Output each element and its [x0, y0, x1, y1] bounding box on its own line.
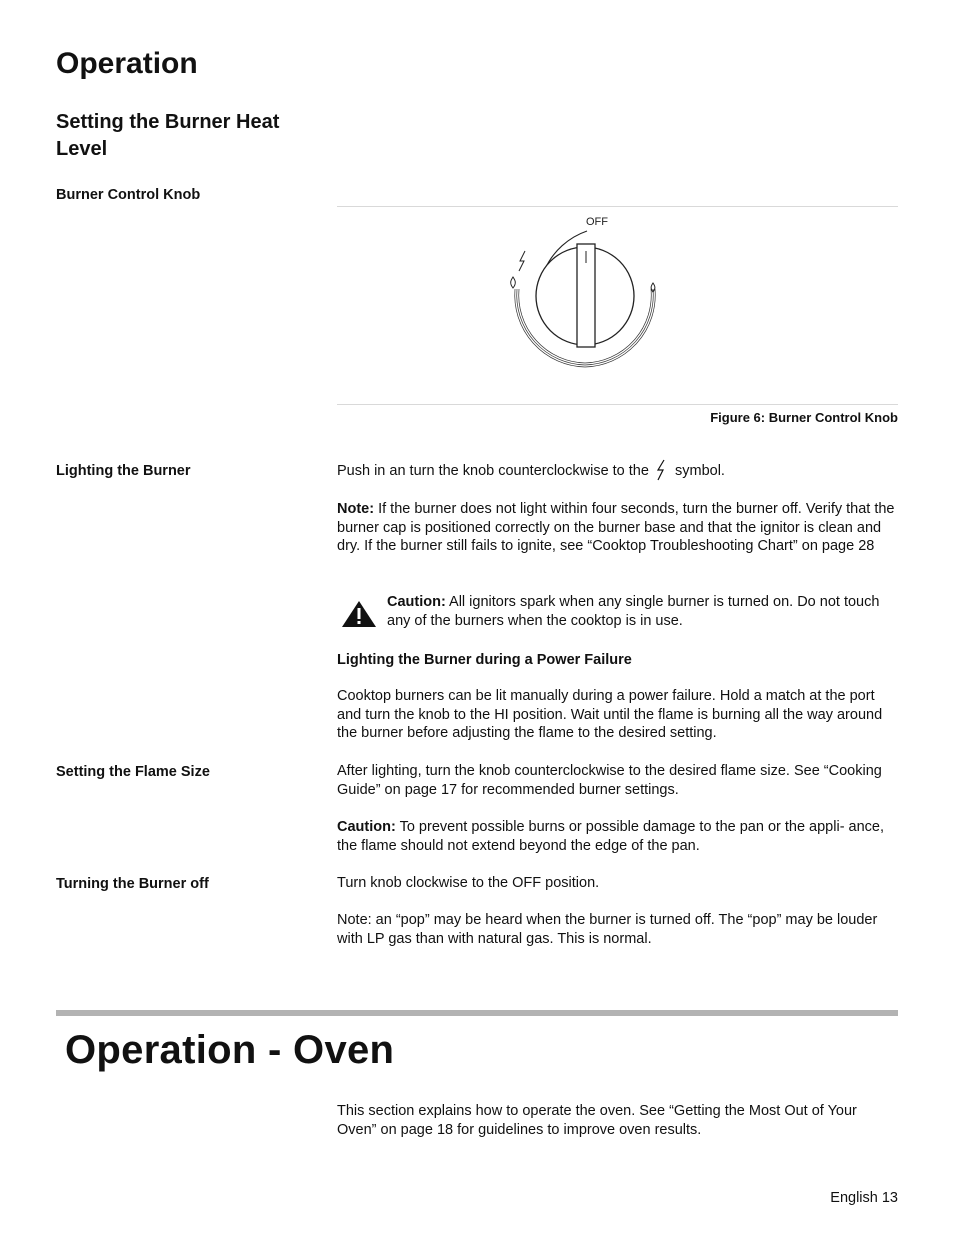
- burner-off-label: Turning the Burner off: [56, 876, 209, 892]
- burner-control-knob-label: Burner Control Knob: [56, 187, 201, 203]
- burner-off-note: Note: an “pop” may be heard when the burner is turned off. The “pop” may be louder with LP gas than with natural gas. This is normal.: [337, 912, 878, 947]
- figure-bottom-rule: [337, 404, 898, 405]
- figure-caption: Figure 6: Burner Control Knob: [710, 410, 898, 425]
- power-failure-heading: Lighting the Burner during a Power Failure: [337, 652, 632, 668]
- lightning-bolt-icon: [655, 459, 669, 481]
- lighting-text-after: symbol.: [675, 463, 725, 479]
- lighting-instruction: [337, 459, 898, 481]
- figure-burner-control-knob: [337, 207, 898, 404]
- ignite-symbol: [519, 251, 525, 271]
- flame-size-caution: [337, 818, 898, 855]
- lighting-burner-label: Lighting the Burner: [56, 463, 191, 479]
- page-title: Operation: [56, 47, 198, 80]
- flame-size-text: After lighting, turn the knob counterclockwise to the desired flame size. See “Cooking Guide” on page 17 for recommended burner settings.: [337, 763, 882, 798]
- warning-triangle-icon: [341, 600, 377, 633]
- lighting-caution: [387, 593, 898, 630]
- caution-text: All ignitors spark when any single burner is turned on. Do not touch any of the burners when the cooktop is in use.: [387, 594, 880, 629]
- lighting-text-before: Push in an turn the knob counterclockwise to the: [337, 463, 649, 479]
- page-number: English 13: [830, 1190, 898, 1206]
- power-failure-text: Cooktop burners can be lit manually during a power failure. Hold a match at the port and turn the knob to the HI position. Wait until the flame is burning all the way around the burner before adjusting the flame to the desired setting.: [337, 688, 883, 742]
- caution-label: Caution:: [387, 594, 446, 610]
- off-label: OFF: [586, 216, 608, 228]
- oven-intro: This section explains how to operate the oven. See “Getting the Most Out of Your Oven” on page 18 for guidelines to improve oven results.: [337, 1103, 857, 1138]
- flame-caution-label: Caution:: [337, 819, 396, 835]
- section-divider: [56, 1010, 898, 1016]
- burner-off-text: Turn knob clockwise to the OFF position.: [337, 875, 600, 891]
- lighting-note: [337, 500, 898, 556]
- knob-diagram: [337, 207, 898, 404]
- section-subtitle: Setting the Burner Heat Level: [56, 111, 280, 160]
- flame-caution-text: To prevent possible burns or possible damage to the pan or the appli- ance, the flame should not extend beyond the edge of the pan.: [337, 819, 885, 854]
- oven-section-title: Operation - Oven: [65, 1028, 395, 1072]
- flame-size-label: Setting the Flame Size: [56, 764, 210, 780]
- hi-flame-symbol: [511, 277, 516, 288]
- note-text: If the burner does not light within four seconds, turn the burner off. Verify that the burner cap is positioned correctly on the burner base and that the ignitor is clean and dry. If the burner still fails to ignite, see “Cooktop Troubleshooting Chart” on page 28: [337, 501, 895, 555]
- note-label: Note:: [337, 501, 375, 517]
